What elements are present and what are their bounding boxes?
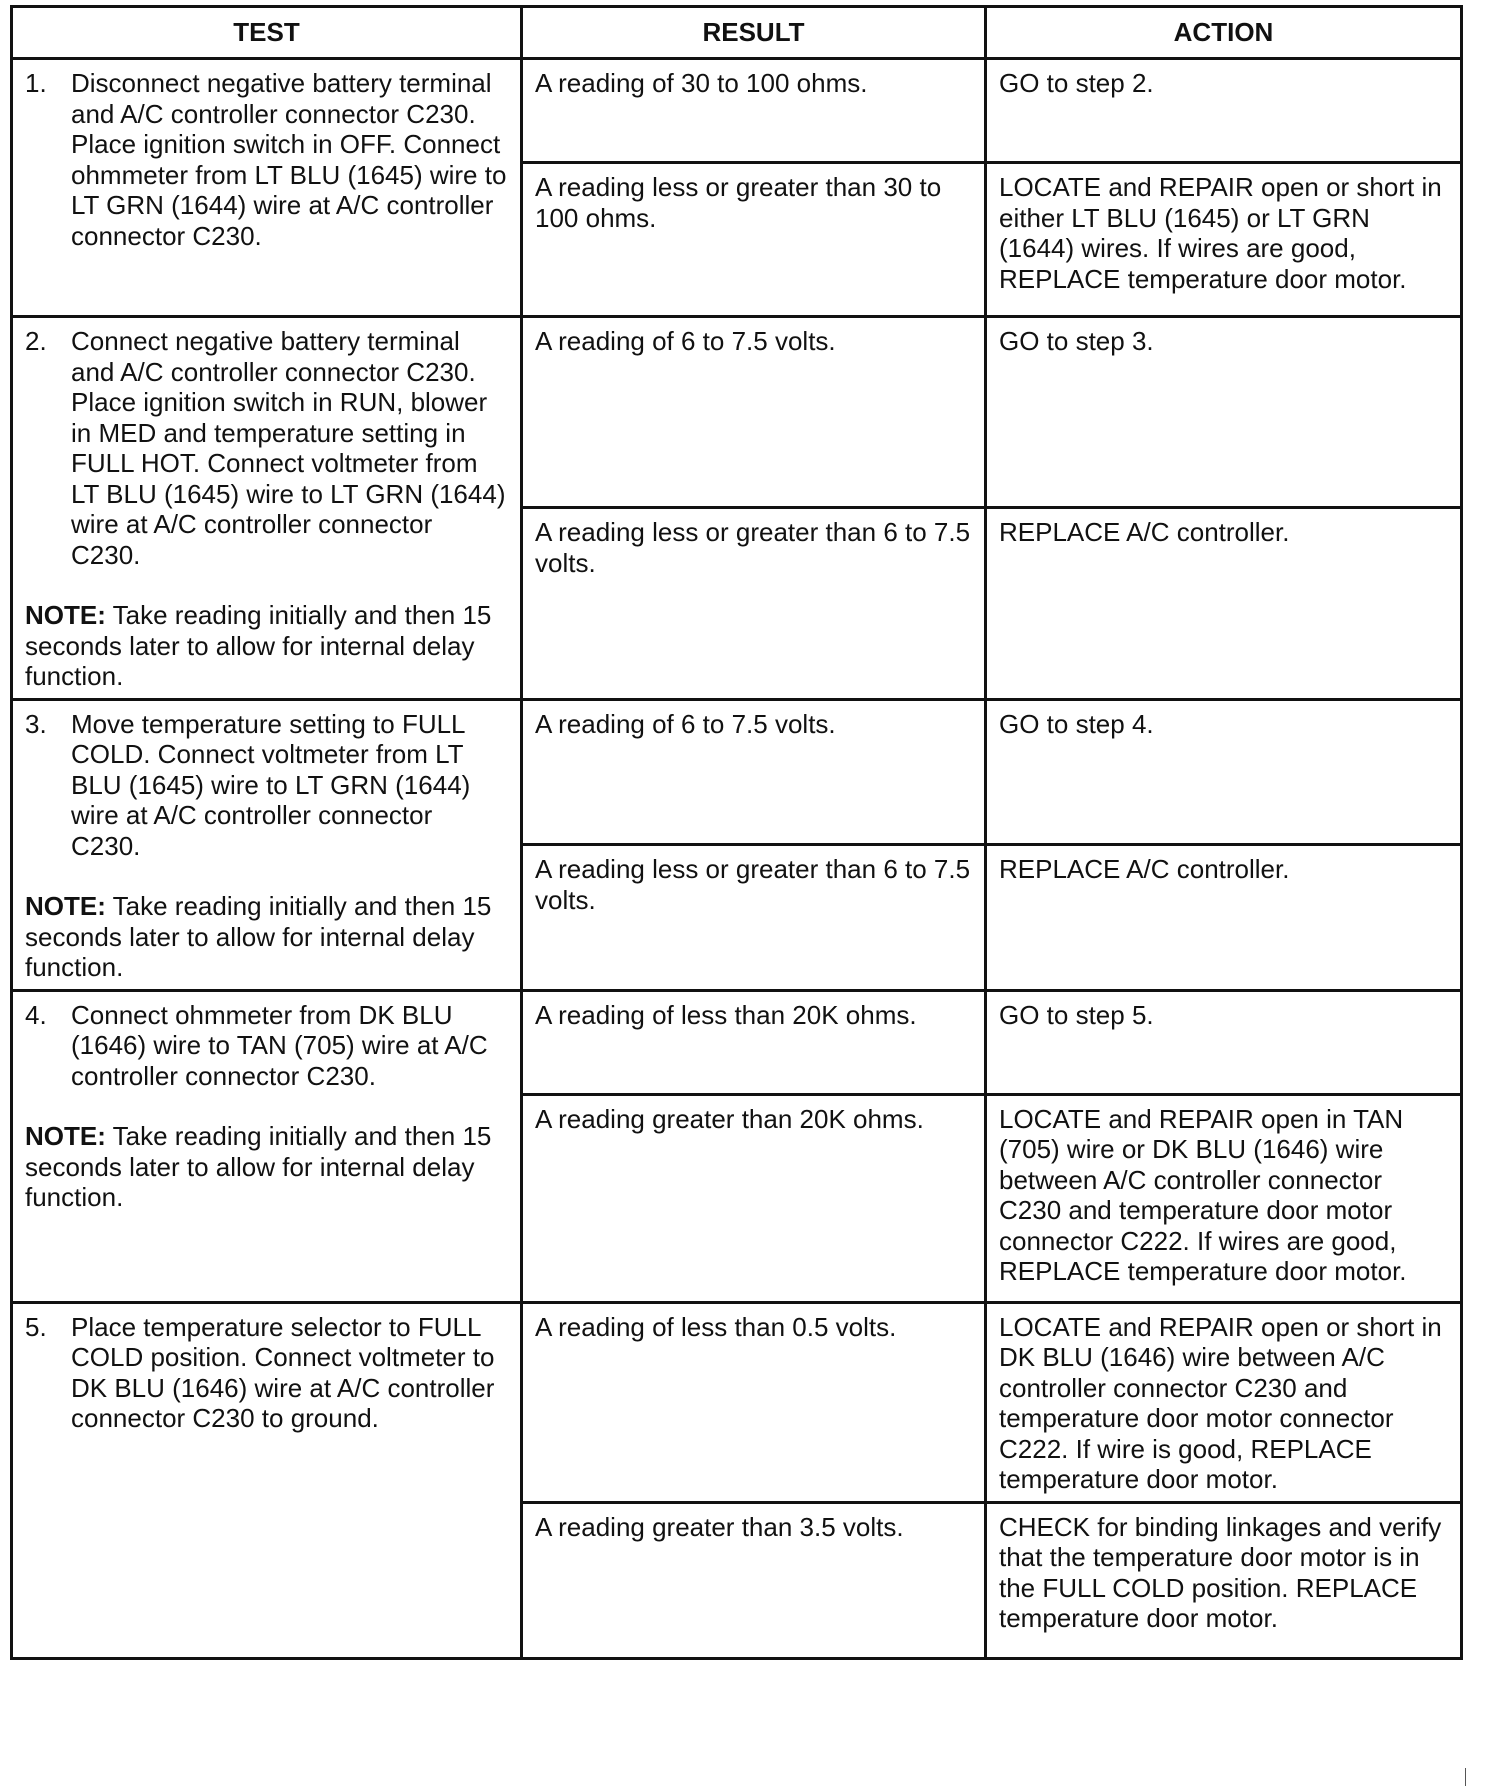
step-instruction: Disconnect negative battery terminal and A/C controller connector C230. Place ignition switch in OFF. Connect ohmmeter from LT BLU (1645) wire to LT GRN (1644) wire at A/C controller connector C230. [71,68,507,251]
test-cell [12,59,522,317]
step-instruction: Move temperature setting to FULL COLD. Connect voltmeter from LT BLU (1645) wire to LT GRN (1644) wire at A/C controller connector C230. [71,708,471,861]
result-cell: A reading less or greater than 6 to 7.5 volts. [522,845,986,991]
action-cell: REPLACE A/C controller. [986,845,1462,991]
test-cell [12,990,522,1302]
note-text: Take reading initially and then 15 seconds later to allow for internal delay function. [25,1121,492,1212]
test-cell [12,317,522,700]
note-text: Take reading initially and then 15 seconds later to allow for internal delay function. [25,891,492,982]
table-row [12,59,1462,163]
result-cell: A reading greater than 20K ohms. [522,1094,986,1302]
result-cell: A reading of 6 to 7.5 volts. [522,699,986,845]
result-cell: A reading of 6 to 7.5 volts. [522,317,986,508]
action-cell: LOCATE and REPAIR open in TAN (705) wire or DK BLU (1646) wire between A/C controller connector C230 and temperature door motor connector C222. If wires are good, REPLACE temperature door motor. [986,1094,1462,1302]
test-step [25,68,508,251]
header-result: RESULT [522,7,986,59]
test-step [25,1312,508,1434]
result-cell: A reading less or greater than 6 to 7.5 volts. [522,508,986,699]
action-cell: CHECK for binding linkages and verify that the temperature door motor is in the FULL COLD position. REPLACE temperature door motor. [986,1502,1462,1658]
step-instruction: Connect negative battery terminal and A/C controller connector C230. Place ignition switch in RUN, blower in MED and temperature setting in FULL HOT. Connect voltmeter from LT BLU (1645) wire to LT GRN (1644) wire at A/C controller connector C230. [71,326,506,570]
note-text: Take reading initially and then 15 seconds later to allow for internal delay function. [25,600,492,691]
margin-mark [1455,1768,1466,1786]
result-cell: A reading of less than 20K ohms. [522,990,986,1094]
step-instruction: Place temperature selector to FULL COLD position. Connect voltmeter to DK BLU (1646) wire at A/C controller connector C230 to ground. [71,1311,495,1433]
action-cell: GO to step 2. [986,59,1462,163]
test-step [25,326,508,570]
result-cell: A reading of 30 to 100 ohms. [522,59,986,163]
table-row [12,699,1462,845]
table-body [12,59,1462,1659]
step-number: 2. [25,326,47,356]
step-number: 3. [25,708,47,739]
step-note [25,600,508,692]
action-cell: GO to step 5. [986,990,1462,1094]
test-step [25,1000,508,1092]
header-action: ACTION [986,7,1462,59]
action-cell: LOCATE and REPAIR open or short in either LT BLU (1645) or LT GRN (1644) wires. If wires are good, REPLACE temperature door motor. [986,163,1462,317]
table-row [12,990,1462,1094]
note-label: NOTE: [25,600,106,630]
step-number: 5. [25,1311,47,1342]
header-row [12,7,1462,59]
result-cell: A reading of less than 0.5 volts. [522,1302,986,1502]
diagnostic-table [10,5,1463,1660]
test-cell [12,699,522,990]
action-cell: REPLACE A/C controller. [986,508,1462,699]
note-label: NOTE: [25,891,106,921]
table-row [12,1302,1462,1502]
result-cell: A reading less or greater than 30 to 100 ohms. [522,163,986,317]
step-number: 1. [25,68,47,98]
header-test: TEST [12,7,522,59]
action-cell: GO to step 4. [986,699,1462,845]
step-number: 4. [25,999,47,1030]
result-cell: A reading greater than 3.5 volts. [522,1502,986,1658]
table-row [12,317,1462,508]
step-note [25,891,508,983]
test-step [25,709,508,862]
note-label: NOTE: [25,1121,106,1151]
action-cell: GO to step 3. [986,317,1462,508]
test-cell [12,1302,522,1658]
step-instruction: Connect ohmmeter from DK BLU (1646) wire to TAN (705) wire at A/C controller connector C230. [71,999,488,1091]
step-note [25,1121,508,1213]
action-cell: LOCATE and REPAIR open or short in DK BLU (1646) wire between A/C controller connector C230 and temperature door motor connector C222. If wire is good, REPLACE temperature door motor. [986,1302,1462,1502]
